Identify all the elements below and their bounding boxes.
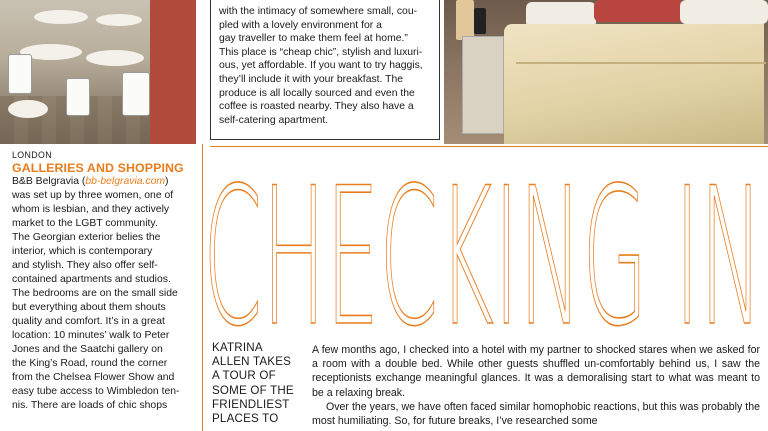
standfirst-line: FRIENDLIEST bbox=[212, 397, 290, 411]
quote-line: with the intimacy of somewhere small, cou- bbox=[219, 6, 418, 17]
body-line: was set up by three women, one of bbox=[12, 190, 174, 201]
intro-line: B&B Belgravia (bb-belgravia.com) bbox=[12, 176, 169, 187]
quote-line: coffee is roasted nearby. They also have a bbox=[219, 101, 414, 113]
left-column bbox=[12, 150, 192, 413]
body-line: contained apartments and studios. bbox=[12, 274, 171, 285]
body-line: the King’s Road, round the corner bbox=[12, 358, 168, 369]
paragraph: A few months ago, I checked into a hotel with my partner to shocked stares when we asked for a room with a double bed. While other guests shuffled un-comfortably behind us, I saw the receptionists exchange meaningful glances. It was a demoralising start to what was meant to be a relaxing break. bbox=[312, 344, 760, 399]
body-line: The Georgian exterior belies the bbox=[12, 232, 161, 243]
section-heading: GALLERIES AND SHOPPING bbox=[12, 161, 184, 175]
body-line: nis. There are loads of chic shops bbox=[12, 400, 168, 411]
paragraph: Over the years, we have often faced similar homophobic reactions, but this was probably the most humiliating. So, for future breaks, I’ve researched some bbox=[312, 400, 760, 428]
standfirst-line: SOME OF THE bbox=[212, 383, 294, 397]
article-title-text: CHECKING IN bbox=[203, 153, 763, 331]
pull-quote-box bbox=[210, 0, 440, 140]
quote-line: This place is “cheap chic”, stylish and luxuri- bbox=[219, 46, 423, 58]
body-line: location: 10 minutes’ walk to Peter bbox=[12, 330, 170, 341]
body-line: The bedrooms are on the small side bbox=[12, 288, 178, 299]
body-line: Jones and the Saatchi gallery on bbox=[12, 344, 163, 355]
website-link[interactable]: bb-belgravia.com bbox=[85, 176, 166, 187]
body-line: easy tube access to Wimbledon ten- bbox=[12, 386, 180, 397]
standfirst-line: KATRINA bbox=[212, 341, 263, 354]
body-line: from the Chelsea Flower Show and bbox=[12, 372, 175, 383]
article-body bbox=[312, 343, 760, 428]
bedroom-photo bbox=[444, 0, 768, 144]
cafe-photo bbox=[0, 0, 196, 144]
standfirst-line: ALLEN TAKES bbox=[212, 355, 292, 369]
quote-line: they’ll include it with your breakfast. The bbox=[219, 73, 404, 85]
quote-line: gay traveller to make them feel at home.” bbox=[219, 33, 408, 45]
body-line: quality and comfort. It’s in a great bbox=[12, 316, 165, 327]
quote-line: ous, yet affordable. If you want to try haggis, bbox=[219, 60, 423, 72]
body-line: whom is lesbian, and they actively bbox=[12, 204, 170, 215]
quote-line: produce is all locally sourced and even the bbox=[219, 87, 415, 99]
quote-line: pled with a lovely environment for a bbox=[219, 19, 382, 31]
article-title bbox=[198, 153, 768, 331]
body-line: interior, which is contemporary bbox=[12, 246, 153, 257]
body-line: market to the LGBT community. bbox=[12, 218, 158, 229]
quote-line: self-catering apartment. bbox=[219, 114, 329, 126]
section-kicker: LONDON bbox=[12, 150, 53, 160]
section-divider bbox=[210, 146, 768, 147]
standfirst-line: PLACES TO bbox=[212, 412, 279, 426]
body-line: and stylish. They also offer self- bbox=[12, 260, 158, 271]
standfirst bbox=[212, 341, 300, 426]
body-line: but everything about them shouts bbox=[12, 302, 166, 313]
standfirst-line: A TOUR OF bbox=[212, 369, 276, 383]
